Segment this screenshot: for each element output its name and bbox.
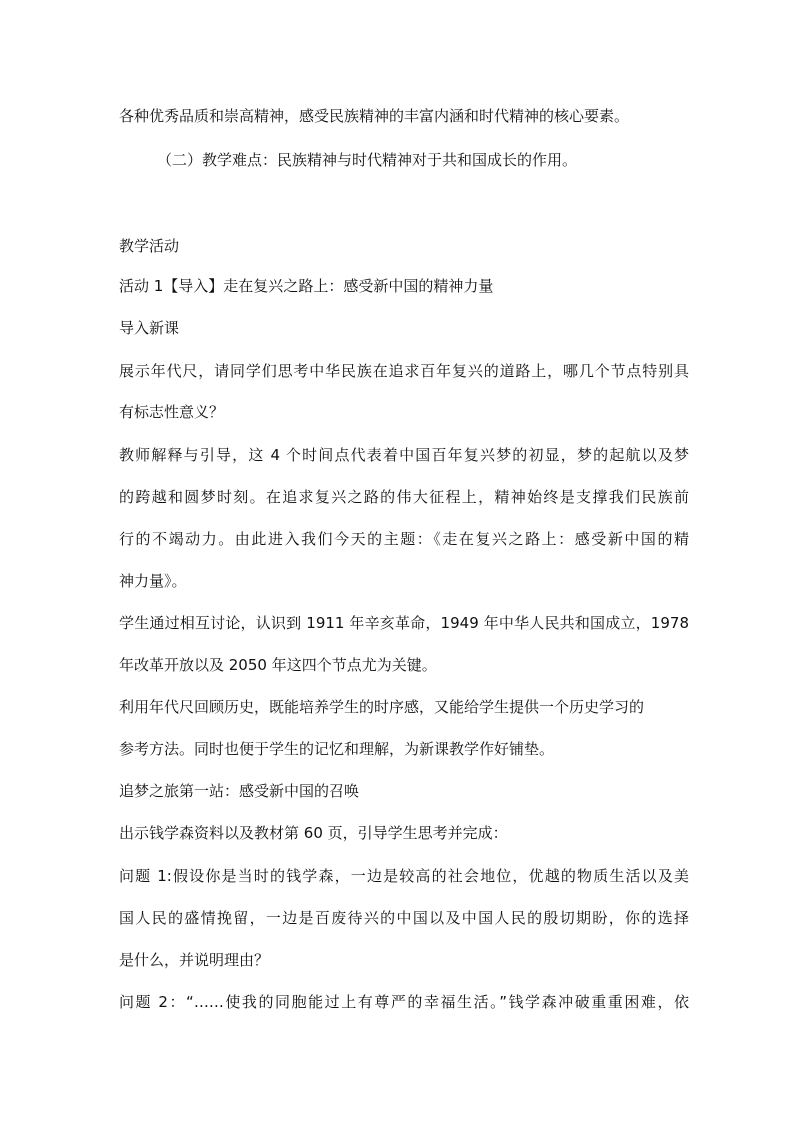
text-line-6: 展示年代尺，请同学们思考中华民族在追求百年复兴的道路上，哪几个节点特别具	[119, 362, 689, 380]
question-1-line-3: 是什么，并说明理由？	[119, 951, 270, 969]
text-line-9: 的跨越和圆梦时刻。在追求复兴之路的伟大征程上，精神始终是支撑我们民族前	[119, 488, 689, 506]
section-heading: 教学活动	[119, 237, 180, 255]
subheading-stop-one: 追梦之旅第一站：感受新中国的召唤	[119, 782, 360, 800]
question-1-line-2: 国人民的盛情挽留，一边是百废待兴的中国以及中国人民的殷切期盼，你的选择	[119, 909, 689, 927]
question-1-line-1: 问题 1:假设你是当时的钱学森，一边是较高的社会地位，优越的物质生活以及美	[119, 867, 689, 885]
text-line-2: （二）教学难点：民族精神与时代精神对于共和国成长的作用。	[157, 151, 578, 169]
text-line-11: 神力量》。	[119, 572, 187, 590]
text-line-13: 年改革开放以及 2050 年这四个节点尤为关键。	[119, 656, 437, 674]
text-line-8: 教师解释与引导，这 4 个时间点代表着中国百年复兴梦的初显，梦的起航以及梦	[119, 446, 689, 464]
subheading-intro: 导入新课	[119, 319, 180, 337]
text-line-10: 行的不竭动力。由此进入我们今天的主题：《走在复兴之路上：感受新中国的精	[119, 530, 689, 548]
text-line-7: 有标志性意义？	[119, 403, 225, 421]
question-2-line-1: 问题 2：“……使我的同胞能过上有尊严的幸福生活。”钱学森冲破重重困难，依	[119, 993, 689, 1011]
activity-title: 活动 1【导入】走在复兴之路上：感受新中国的精神力量	[119, 277, 494, 295]
text-line-14: 利用年代尺回顾历史，既能培养学生的时序感，又能给学生提供一个历史学习的	[119, 698, 645, 716]
text-line-15: 参考方法。同时也便于学生的记忆和理解，为新课教学作好铺垫。	[119, 740, 555, 758]
text-line-1: 各种优秀品质和崇高精神，感受民族精神的丰富内涵和时代精神的核心要素。	[119, 107, 630, 125]
text-line-12: 学生通过相互讨论，认识到 1911 年辛亥革命，1949 年中华人民共和国成立，1978	[119, 614, 689, 632]
text-line-17: 出示钱学森资料以及教材第 60 页，引导学生思考并完成：	[119, 824, 508, 842]
